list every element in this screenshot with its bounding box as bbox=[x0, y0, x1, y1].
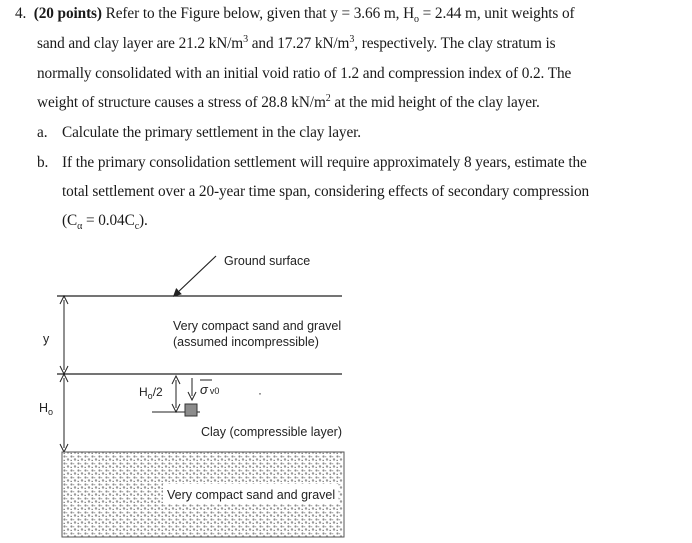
problem-line-2-a: sand and clay layer are 21.2 kN/m bbox=[37, 35, 244, 52]
sand-layer-label-2: (assumed incompressible) bbox=[173, 335, 319, 349]
problem-points: (20 points) bbox=[33, 5, 102, 22]
part-b-line-3-a: (C bbox=[62, 212, 78, 229]
part-a-label: a. bbox=[37, 124, 48, 141]
problem-line-1-text: Refer to the Figure below, given that y = 3.66 m, H bbox=[101, 5, 415, 22]
soil-element-square bbox=[185, 404, 197, 416]
problem-line-1-tail: = 2.44 m, unit weights of bbox=[418, 5, 575, 22]
part-b-line-1: If the primary consolidation settlement will require approximately 8 years, estimate the bbox=[62, 154, 587, 171]
problem-line-4-b: at the mid height of the clay layer. bbox=[330, 94, 540, 111]
ho-label: $H_o$ bbox=[39, 401, 54, 417]
ground-surface-pointer bbox=[176, 256, 216, 294]
problem-line-4-a: weight of structure causes a stress of 28.8 kN/m bbox=[37, 94, 326, 111]
part-b-line-3-sub2: c bbox=[134, 221, 140, 233]
y-label: y bbox=[43, 332, 50, 346]
part-a-text: Calculate the primary settlement in the clay layer. bbox=[62, 124, 362, 141]
problem-line-3: normally consolidated with an initial void ratio of 1.2 and compression index of 0.2. The bbox=[37, 65, 572, 82]
problem-line-2-sup2: 3 bbox=[349, 33, 355, 45]
ho-half-label: $H_o/2$ bbox=[139, 385, 163, 401]
part-b-label: b. bbox=[37, 154, 49, 171]
problem-line-4-sup: 2 bbox=[325, 92, 331, 104]
clay-layer-label: Clay (compressible layer) bbox=[201, 425, 343, 439]
problem-line-2-c: , respectively. The clay stratum is bbox=[354, 35, 556, 52]
part-b-line-3-c: ). bbox=[139, 212, 148, 229]
ground-surface-label: Ground surface bbox=[224, 254, 311, 268]
problem-line-1-sub: o bbox=[414, 14, 419, 26]
sigma-label: σ v0 bbox=[200, 382, 220, 397]
part-b-line-2: total settlement over a 20-year time span, considering effects of secondary compression bbox=[62, 183, 590, 200]
problem-line-2-b: and 17.27 kN/m bbox=[248, 35, 350, 52]
problem-number: 4. bbox=[15, 5, 27, 22]
part-b-line-3-b: = 0.04C bbox=[82, 212, 135, 229]
sand-layer-label-1: Very compact sand and gravel bbox=[173, 319, 342, 333]
part-b-line-3-sub1: α bbox=[77, 221, 83, 233]
small-dot: · bbox=[258, 386, 262, 400]
problem-line-2-sup1: 3 bbox=[243, 33, 249, 45]
gravel-layer-label: Very compact sand and gravel bbox=[167, 488, 336, 502]
